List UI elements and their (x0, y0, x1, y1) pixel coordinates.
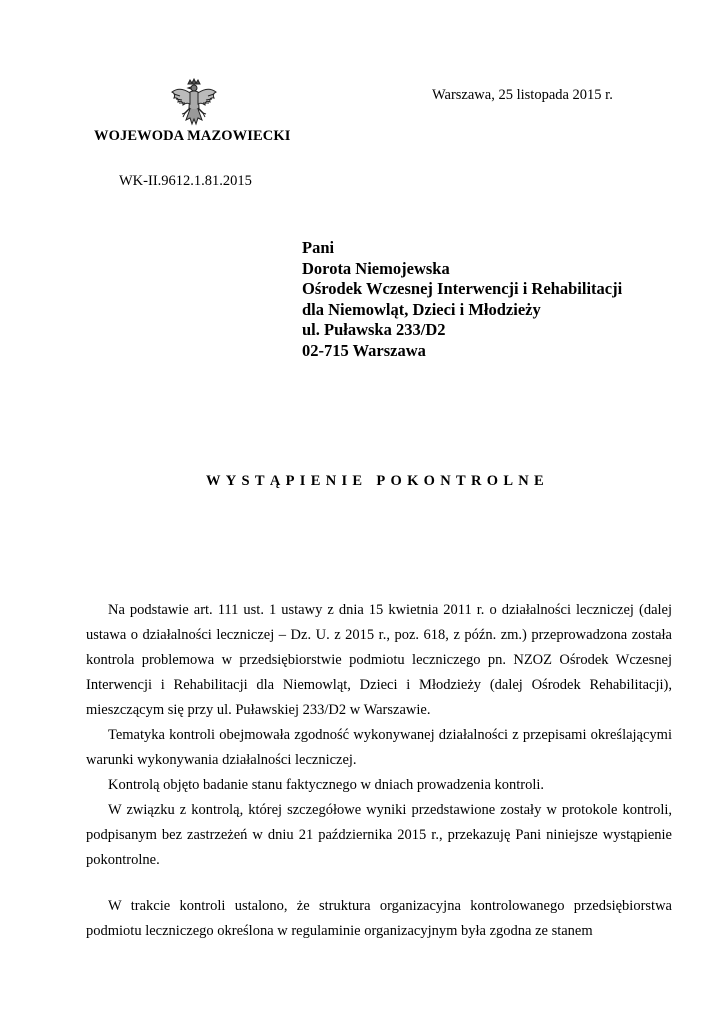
body-paragraph: W trakcie kontroli ustalono, że struktura organizacyjna kontrolowanego przedsiębiorstwa podmiotu leczniczego określona w regulaminie organizacyjnym była zgodna ze stanem (86, 898, 672, 939)
body-paragraph: Na podstawie art. 111 ust. 1 ustawy z dnia 15 kwietnia 2011 r. o działalności leczniczej (dalej ustawa o działalności leczniczej – Dz. U. z 2015 r., poz. 618, z późn. zm.) przeprowadzona została kontrola problemowa w przedsiębiorstwie podmiotu leczniczego pn. NZOZ Ośrodek Wczesnej Interwencji i Rehabilitacji dla Niemowląt, Dzieci i Młodzieży (dalej Ośrodek Rehabilitacji), mieszczącym się przy ul. Puławskiej 233/D2 w Warszawie. (86, 602, 672, 718)
addressee-line: 02-715 Warszawa (302, 340, 426, 360)
addressee-line: Ośrodek Wczesnej Interwencji i Rehabilitacji (302, 279, 623, 299)
addressee-line: Pani (302, 238, 335, 257)
addressee-line: dla Niemowląt, Dzieci i Młodzieży (302, 299, 541, 319)
addressee-block (302, 238, 622, 362)
body-paragraph: W związku z kontrolą, której szczegółowe wyniki przedstawione zostały w protokole kontroli, podpisanym bez zastrzeżeń w dniu 21 października 2015 r., przekazuję Pani niniejsze wystąpienie pokontrolne. (86, 802, 672, 868)
addressee-line: Dorota Niemojewska (302, 258, 450, 278)
addressee-line: ul. Puławska 233/D2 (302, 320, 446, 340)
place-and-date: Warszawa, 25 listopada 2015 r. (432, 87, 613, 103)
document-title: WYSTĄPIENIE POKONTROLNE (205, 473, 550, 489)
issuer-name: WOJEWODA MAZOWIECKI (94, 128, 291, 144)
body-paragraph: Tematyka kontroli obejmowała zgodność wykonywanej działalności z przepisami określającymi warunki wykonywania działalności leczniczej. (86, 727, 672, 768)
reference-number: WK-II.9612.1.81.2015 (119, 173, 252, 189)
polish-eagle-emblem-icon (168, 78, 220, 130)
body-paragraph: Kontrolą objęto badanie stanu faktycznego w dniach prowadzenia kontroli. (108, 777, 545, 793)
document-body (86, 598, 672, 944)
